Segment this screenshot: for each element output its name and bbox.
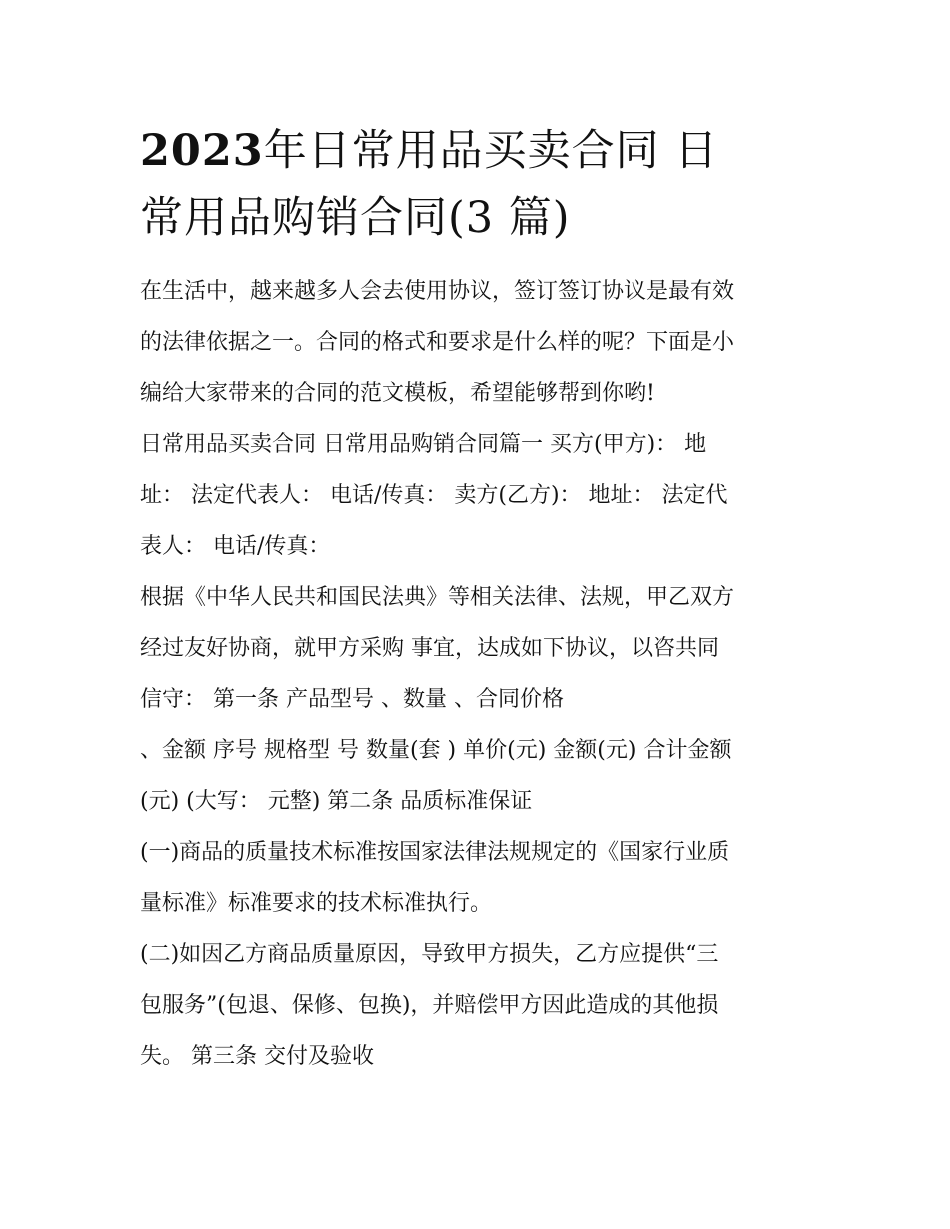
text-line: 址： 法定代表人： 电话/传真： 卖方(乙方)： 地址： 法定代 [140, 483, 728, 508]
agreement-paragraph [140, 572, 812, 725]
title-year: 2023 [140, 126, 264, 176]
text-line: 信守： 第一条 产品型号 、数量 、合同价格 [140, 687, 564, 712]
text-line: 根据《中华人民共和国民法典》等相关法律、法规，甲乙双方 [140, 585, 735, 610]
text-line: 经过友好协商，就甲方采购 事宜，达成如下协议，以咨共同 [140, 636, 719, 661]
text-line: 编给大家带来的合同的范文模板，希望能够帮到你哟! [140, 381, 655, 406]
text-line: 量标准》标准要求的技术标准执行。 [140, 891, 493, 916]
text-line: (一)商品的质量技术标准按国家法律法规规定的《国家行业质 [140, 840, 730, 865]
parties-paragraph [140, 419, 812, 572]
text-line: 失。 第三条 交付及验收 [140, 1044, 374, 1069]
title-line-1-text: 年日常用品买卖合同 日 [263, 126, 719, 176]
text-line: 、金额 序号 规格型 号 数量(套 ) 单价(元) 金额(元) 合计金额 [140, 738, 732, 763]
text-line: 日常用品买卖合同 日常用品购销合同篇一 买方(甲方)： 地 [140, 432, 707, 457]
price-table-paragraph [140, 725, 812, 827]
quality-compensation-paragraph [140, 929, 812, 1082]
text-line: 在生活中，越来越多人会去使用协议，签订签订协议是最有效 [140, 279, 735, 304]
title-line-2: 常用品购销合同(3 篇) [140, 193, 571, 243]
document-title [140, 118, 812, 252]
text-line: (元) (大写： 元整) 第二条 品质标准保证 [140, 789, 533, 814]
title-line-1 [140, 118, 812, 185]
document-body [140, 266, 812, 1082]
quality-standard-paragraph [140, 827, 812, 929]
text-line: 的法律依据之一。合同的格式和要求是什么样的呢？下面是小 [140, 330, 735, 355]
document-page [140, 118, 812, 1082]
text-line: (二)如因乙方商品质量原因，导致甲方损失，乙方应提供“三 [140, 942, 719, 967]
text-line: 包服务”(包退、保修、包换)，并赔偿甲方因此造成的其他损 [140, 993, 719, 1018]
text-line: 表人： 电话/传真： [140, 534, 331, 559]
intro-paragraph [140, 266, 812, 419]
